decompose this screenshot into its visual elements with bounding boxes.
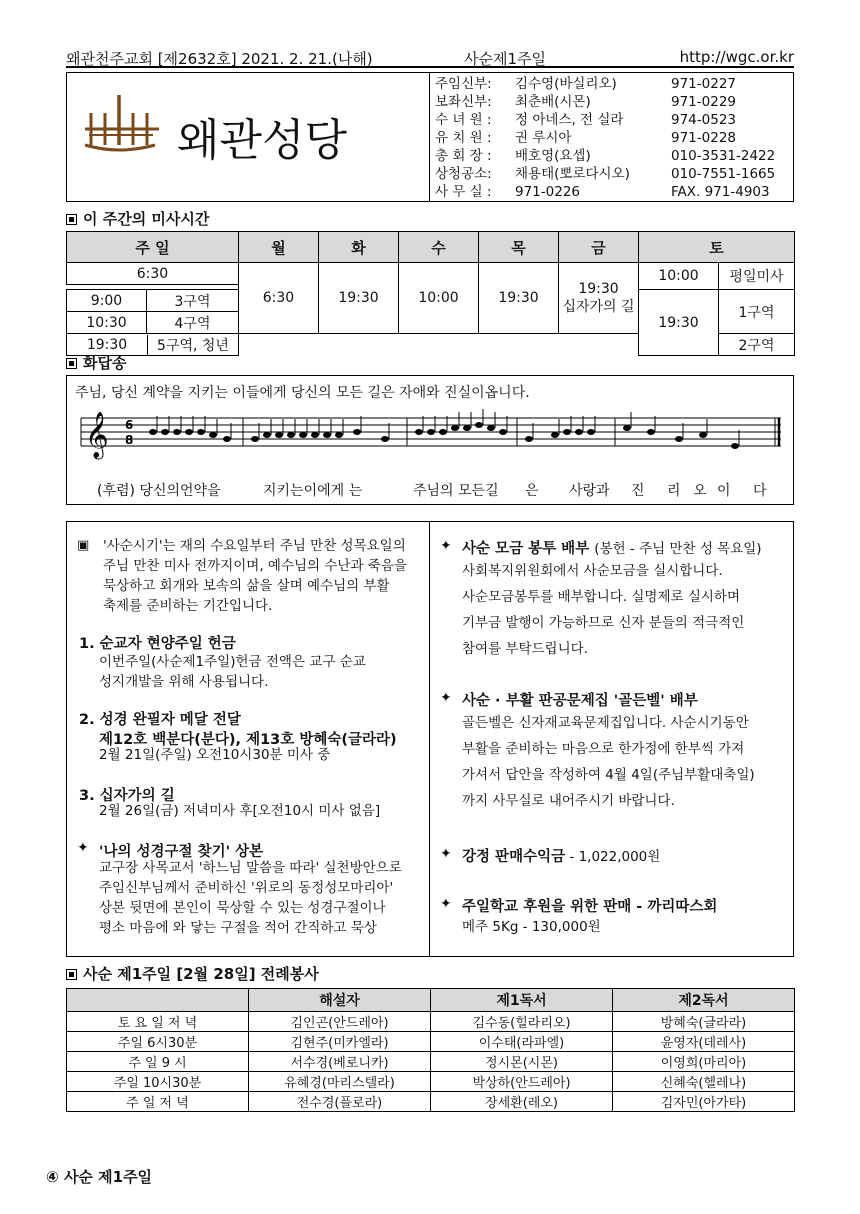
hymn-lyrics: (후렴) 당신의언약을 지키는이에게 는 주님의 모든길 은 사랑과 진 리 오 이 다 (97, 483, 767, 499)
staff-name: 김수영(바실리오) (515, 76, 617, 92)
mass-time: 19:30 (639, 290, 719, 356)
music-note (311, 432, 319, 438)
notice-left-column (67, 522, 430, 956)
music-note (675, 436, 683, 442)
staff-name: 채용태(뽀로다시오) (515, 166, 630, 182)
mass-time: 10:00 (639, 263, 719, 290)
mass-time: 19:30 (479, 263, 559, 334)
bulletin-header (66, 46, 794, 68)
music-note (487, 425, 495, 431)
mass-time: 6:30 (67, 263, 239, 285)
mass-label: 2구역 (719, 334, 795, 356)
mass-time: 10:30 (67, 312, 147, 334)
mass-times-table (66, 231, 795, 356)
bulletin-issue: 왜관천주교회 [제2632호] 2021. 2. 21.(나해) (66, 50, 373, 68)
lent-intro: '사순시기'는 재의 수요일부터 주님 만찬 성목요일의 주님 만찬 미사 전까지이며, 예수님의 수난과 죽음을 묵상하고 회개와 보속의 삶을 살며 예수님의 부활 축제를 준비하는 기간입니다. (103, 538, 407, 614)
mass-slot: 주일 10시30분 (67, 1072, 249, 1092)
music-note (263, 432, 271, 438)
server-name: 박상하(안드레아) (431, 1072, 613, 1092)
music-note (335, 432, 343, 438)
staff-role: 상청공소: (435, 166, 492, 182)
server-name: 신혜숙(헬레나) (613, 1072, 795, 1092)
star-bullet-icon: ✦ (440, 538, 452, 554)
notice-body: 이번주일(사순제1주일)헌금 전액은 교구 순교 성지개발을 위해 사용됩니다. (99, 654, 366, 690)
mass-time: 19:30 십자가의 길 (559, 263, 639, 334)
notice-title: 1. 순교자 현양주일 헌금 (79, 636, 236, 652)
staff-row (435, 183, 791, 201)
staff-role: 보좌신부: (435, 94, 492, 110)
website-link[interactable]: http://wgc.or.kr (679, 48, 794, 66)
staff-role: 수 녀 원 : (435, 112, 492, 128)
notice-title: 3. 십자가의 길 (79, 788, 175, 804)
server-name: 김현주(미카엘라) (249, 1032, 431, 1052)
column-header: 제1독서 (431, 989, 613, 1012)
music-note (499, 429, 507, 435)
medal-recipients: 제12호 백분다(분다), 제13호 방혜숙(글라라) (99, 732, 397, 748)
staff-role: 총 회 장 : (435, 148, 492, 164)
music-note (209, 432, 217, 438)
svg-text:8: 8 (125, 433, 134, 447)
music-note (197, 429, 205, 435)
page-footer (46, 1166, 152, 1187)
mass-label: 3구역 (147, 290, 239, 312)
column-header: 제2독서 (613, 989, 795, 1012)
mass-time: 19:30 (67, 335, 148, 355)
staff-role: 사 무 실 : (435, 184, 492, 200)
liturgy-table (66, 988, 795, 1112)
notice-body: 메주 5Kg - 130,000원 (462, 919, 601, 935)
notice-title: 주일학교 후원을 위한 판매 - 까리따스회 (462, 899, 718, 915)
table-row (67, 1012, 795, 1032)
notice-title: 사순 모금 봉투 배부 (봉헌 - 주님 만찬 성 목요일) (462, 541, 762, 557)
day-header: 화 (319, 232, 399, 263)
music-note (623, 425, 631, 431)
mass-time: 9:00 (67, 290, 147, 312)
liturgical-day: 사순제1주일 (464, 50, 546, 68)
staff-role: 주임신부: (435, 76, 492, 92)
server-name: 김자민(아가타) (613, 1092, 795, 1112)
notice-body: 골든벨은 신자재교육문제집입니다. 사순시기동안 부활을 준비하는 마음으로 한가정에 한부씩 가져 가셔서 답안을 작성하여 4월 4일(주님부활대축일) 까지 사무실로 내어주시기 바랍니다. (462, 715, 755, 809)
mass-time: 6:30 (239, 263, 319, 334)
notice-box (66, 521, 794, 957)
notice-title: 2. 성경 완필자 메달 전달 (79, 712, 241, 728)
music-note (415, 429, 423, 435)
staff-row (435, 147, 791, 165)
music-note (323, 432, 331, 438)
day-header: 수 (399, 232, 479, 263)
staff-phone: 971-0228 (671, 130, 736, 146)
server-name: 김수동(힐라리오) (431, 1012, 613, 1032)
liturgy-section-title: 사순 제1주일 [2월 28일] 전례봉사 (66, 963, 319, 984)
music-note (731, 443, 739, 449)
music-note (251, 436, 259, 442)
music-note (551, 432, 559, 438)
day-header: 금 (559, 232, 639, 263)
music-note (161, 429, 169, 435)
music-note (439, 429, 447, 435)
staff-name: 권 루시아 (515, 130, 572, 146)
music-note (575, 429, 583, 435)
table-row (67, 1052, 795, 1072)
star-bullet-icon: ✦ (440, 690, 452, 706)
staff-phone: 971-0229 (671, 94, 736, 110)
mass-slot: 주 일 저 녁 (67, 1092, 249, 1112)
music-note (587, 429, 595, 435)
notice-body: 2월 26일(금) 저녁미사 후[오전10시 미사 없음] (99, 803, 381, 819)
music-note (223, 436, 231, 442)
music-note (381, 436, 389, 442)
notice-title: '나의 성경구절 찾기' 상본 (99, 844, 264, 860)
music-note (287, 432, 295, 438)
staff-name: 정 아네스, 전 실라 (515, 112, 624, 128)
notice-body: 교구장 사목교서 '하느님 말씀을 따라' 실천방안으로 주임신부님께서 준비하신 '위로의 동정성모마리아' 상본 뒷면에 본인이 묵상할 수 있는 성경구절이나 평소 마음에 와 닿는 구절을 적어 간직하고 묵상 (99, 860, 402, 936)
music-note (185, 429, 193, 435)
notice-body: 2월 21일(주일) 오전10시30분 미사 중 (99, 747, 331, 763)
footer-title: 사순 제1주일 (63, 1168, 153, 1186)
music-note (451, 425, 459, 431)
staff-row (435, 165, 791, 183)
mass-slot: 주일 6시30분 (67, 1032, 249, 1052)
server-name: 윤영자(데레사) (613, 1032, 795, 1052)
staff-name: 971-0226 (515, 184, 580, 200)
table-row (67, 1072, 795, 1092)
server-name: 전수경(플로라) (249, 1092, 431, 1112)
server-name: 장세환(레오) (431, 1092, 613, 1112)
mass-time: 10:00 (399, 263, 479, 334)
mass-label: 평일미사 (719, 263, 795, 290)
star-bullet-icon: ✦ (440, 896, 452, 912)
staff-phone: 971-0227 (671, 76, 736, 92)
parish-info-box (66, 72, 794, 202)
day-header: 토 (639, 232, 795, 263)
notice-right-column (430, 522, 793, 956)
server-name: 서수경(베로니카) (249, 1052, 431, 1072)
staff-row (435, 129, 791, 147)
column-header (67, 989, 249, 1012)
hymn-text: 주님, 당신 계약을 지키는 이들에게 당신의 모든 길은 자애와 진실이옵니다. (75, 385, 530, 401)
table-row (67, 1092, 795, 1112)
staff-row (435, 93, 791, 111)
svg-text:𝄞: 𝄞 (85, 412, 109, 458)
notice-title: 사순 · 부활 판공문제집 '골든벨' 배부 (462, 693, 698, 709)
music-note (525, 436, 533, 442)
page-number: ④ (46, 1168, 59, 1186)
staff-role: 유 치 원 : (435, 130, 492, 146)
notice-body: 사회복지위원회에서 사순모금을 실시합니다. 사순모금봉투를 배부합니다. 실명제로 실시하며 기부금 발행이 가능하므로 신자 분들의 적극적인 참여를 부탁드립니다. (462, 563, 745, 657)
hymn-box (66, 375, 794, 505)
staff-row (435, 111, 791, 129)
header-divider (66, 66, 794, 68)
music-note (149, 429, 157, 435)
mass-time: 19:30 (319, 263, 399, 334)
staff-row (435, 75, 791, 93)
server-name: 김인곤(안드레아) (249, 1012, 431, 1032)
staff-phone: FAX. 971-4903 (671, 184, 770, 200)
mass-label: 4구역 (147, 312, 239, 334)
staff-phone: 010-7551-1665 (671, 166, 776, 182)
server-name: 정시몬(시몬) (431, 1052, 613, 1072)
music-note (647, 429, 655, 435)
music-note (299, 432, 307, 438)
staff-name: 배호영(요셉) (515, 148, 591, 164)
day-header: 월 (239, 232, 319, 263)
server-name: 유혜경(마리스텔라) (249, 1072, 431, 1092)
star-bullet-icon: ✦ (77, 840, 89, 856)
music-note (463, 425, 471, 431)
hymn-section-title: 화답송 (66, 352, 126, 373)
day-header: 목 (479, 232, 559, 263)
mass-slot: 주 일 9 시 (67, 1052, 249, 1072)
mass-slot: 토 요 일 저 녁 (67, 1012, 249, 1032)
staff-phone: 010-3531-2422 (671, 148, 776, 164)
mass-section-title: 이 주간의 미사시간 (66, 208, 209, 229)
mass-label: 1구역 (719, 290, 795, 334)
server-name: 방혜숙(글라라) (613, 1012, 795, 1032)
music-note (427, 429, 435, 435)
staff-name: 최춘배(시몬) (515, 94, 591, 110)
server-name: 이영희(마리아) (613, 1052, 795, 1072)
music-note (353, 429, 361, 435)
music-note (173, 429, 181, 435)
column-header: 해설자 (249, 989, 431, 1012)
music-note (275, 432, 283, 438)
square-bullet-icon: ▣ (77, 538, 90, 553)
staff-directory (431, 73, 795, 201)
table-row (67, 1032, 795, 1052)
mass-label: 5구역, 청년 (157, 337, 229, 354)
server-name: 이수태(라파엘) (431, 1032, 613, 1052)
day-header: 주 일 (67, 232, 239, 263)
staff-phone: 974-0523 (671, 112, 736, 128)
music-note (563, 429, 571, 435)
music-note (475, 422, 483, 428)
music-note (699, 432, 707, 438)
star-bullet-icon: ✦ (440, 846, 452, 862)
logo-text: 왜관성당 (177, 115, 348, 166)
parish-logo (67, 73, 429, 201)
notice-title: 강정 판매수익금 - 1,022,000원 (462, 849, 661, 865)
svg-text:6: 6 (125, 418, 134, 432)
logo-area (67, 73, 430, 201)
